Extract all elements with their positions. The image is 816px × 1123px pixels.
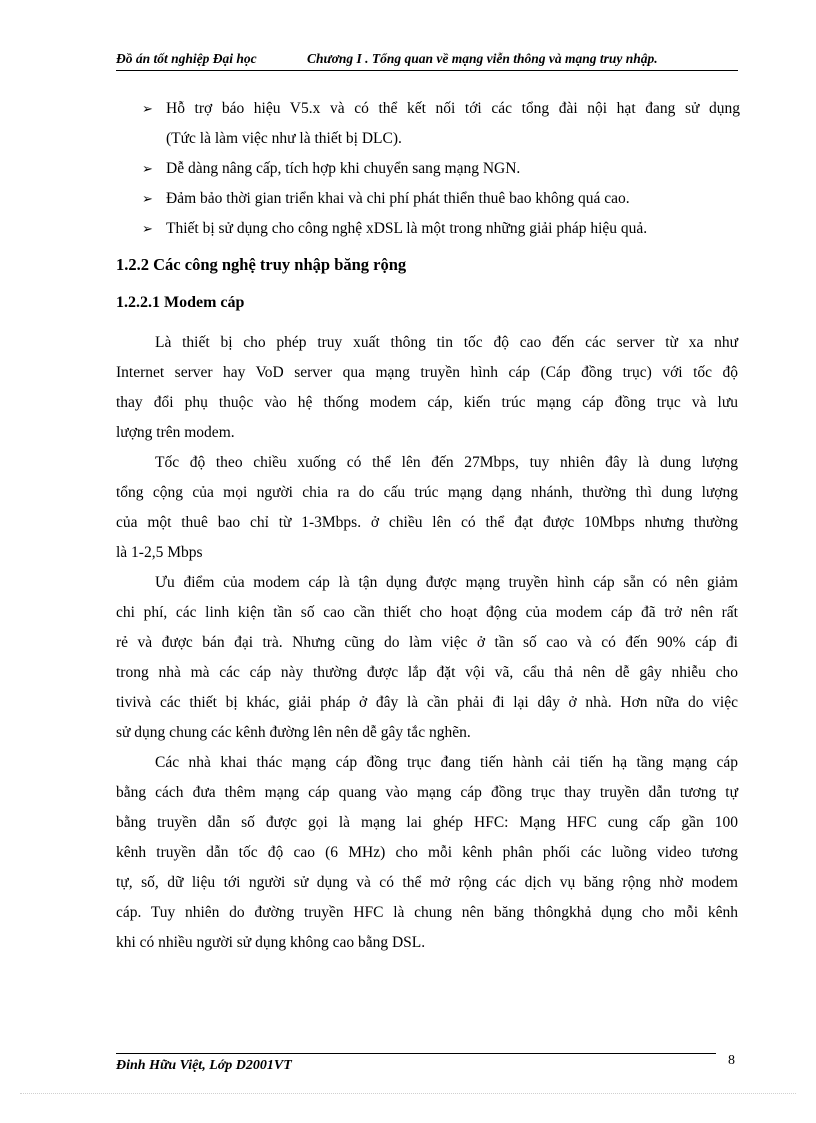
header-divider	[116, 70, 738, 71]
bullet-text: Hỗ trợ báo hiệu V5.x và có thể kết nối tới các tổng đài nội hạt đang sử dụng	[166, 100, 740, 117]
bullet-list	[142, 94, 740, 244]
paragraph-line: Là thiết bị cho phép truy xuất thông tin tốc độ cao đến các server từ xa như	[155, 334, 738, 351]
paragraph-line: bằng truyền dẫn số được gọi là mạng lai ghép HFC: Mạng HFC cung cấp gần 100	[116, 814, 738, 831]
bullet-item	[142, 154, 740, 184]
paragraph-line: Ưu điểm của modem cáp là tận dụng được mạng truyền hình cáp sẵn có nên giảm	[155, 574, 738, 591]
bullet-item	[142, 94, 740, 154]
paragraph-line: cáp. Tuy nhiên do đường truyền HFC là chung nên băng thôngkhả dụng cho mỗi kênh	[116, 904, 738, 921]
footer-author: Đinh Hữu Việt, Lớp D2001VT	[116, 1058, 292, 1073]
bullet-item	[142, 184, 740, 214]
bullet-text: Dễ dàng nâng cấp, tích hợp khi chuyển sang mạng NGN.	[166, 160, 521, 177]
paragraph-line: trong nhà mà các cáp này thường được lắp đặt vội vã, cẩu thả nên dễ gây nhiễu cho	[116, 664, 738, 681]
paragraph-line: kênh truyền dẫn tốc độ cao (6 MHz) cho mỗi kênh phân phối các luồng video tương	[116, 844, 738, 861]
paragraph-line: tổng cộng của mọi người chia ra do cấu trúc mạng dạng nhánh, thường thì dung lượng	[116, 484, 738, 501]
arrow-bullet-icon: ➢	[142, 221, 153, 236]
page-number: 8	[728, 1053, 735, 1068]
section-heading: 1.2.2 Các công nghệ truy nhập băng rộng	[116, 255, 407, 274]
paragraph-line: thay đổi phụ thuộc vào hệ thống modem cáp, kiến trúc mạng cáp đồng trục và lưu	[116, 394, 738, 411]
paragraph-line: Các nhà khai thác mạng cáp đồng trục đang tiến hành cải tiến hạ tầng mạng cáp	[155, 754, 738, 771]
footer-divider	[116, 1053, 716, 1054]
paragraph-line: là 1-2,5 Mbps	[116, 544, 203, 561]
paragraph-line: rẻ và được bán đại trà. Nhưng cũng do làm việc ở tần số cao và có đến 90% cáp đi	[116, 634, 738, 651]
paragraph-line: Tốc độ theo chiều xuống có thể lên đến 27Mbps, tuy nhiên đây là dung lượng	[155, 454, 738, 471]
bullet-item	[142, 214, 740, 244]
arrow-bullet-icon: ➢	[142, 101, 153, 116]
bullet-text: Thiết bị sử dụng cho công nghệ xDSL là một trong những giải pháp hiệu quả.	[166, 220, 648, 237]
arrow-bullet-icon: ➢	[142, 191, 153, 206]
arrow-bullet-icon: ➢	[142, 161, 153, 176]
paragraph-line: của một thuê bao chỉ từ 1-3Mbps. ở chiều lên có thể đạt được 10Mbps nhưng thường	[116, 514, 738, 531]
paragraph-line: bằng cách đưa thêm mạng cáp quang vào mạng cáp đồng trục thay truyền dẫn tương tự	[116, 784, 738, 801]
bullet-text: Đảm bảo thời gian triển khai và chi phí phát thiển thuê bao không quá cao.	[166, 190, 630, 207]
header-thesis-title: Đồ án tốt nghiệp Đại học	[116, 51, 257, 66]
paragraph-line: khi có nhiều người sử dụng không cao bằng DSL.	[116, 934, 426, 951]
paragraph-line: Internet server hay VoD server qua mạng truyền hình cáp (Cáp đồng trục) với tốc độ	[116, 364, 738, 381]
bullet-text-continued: (Tức là làm việc như là thiết bị DLC).	[166, 130, 402, 147]
paragraph-line: tivivà các thiết bị khác, giải pháp ở đây là cần phải đi lại dây ở nhà. Hơn nữa do việc	[116, 694, 738, 711]
paragraph-line: tự, số, dữ liệu tới người sử dụng và có thể mở rộng các dịch vụ băng rộng nhờ modem	[116, 874, 738, 891]
page-bottom-border	[20, 1093, 796, 1094]
subsection-heading: 1.2.2.1 Modem cáp	[116, 294, 245, 311]
paragraph-line: lượng trên modem.	[116, 424, 235, 441]
paragraph-line: sử dụng chung các kênh đường lên nên dễ gây tắc nghẽn.	[116, 724, 471, 741]
header-chapter-title: Chương I . Tổng quan về mạng viễn thông và mạng truy nhập.	[307, 51, 658, 66]
paragraph-line: chi phí, các linh kiện tần số cao cần thiết cho hoạt động của modem cáp đã trở nên rất	[116, 604, 738, 621]
